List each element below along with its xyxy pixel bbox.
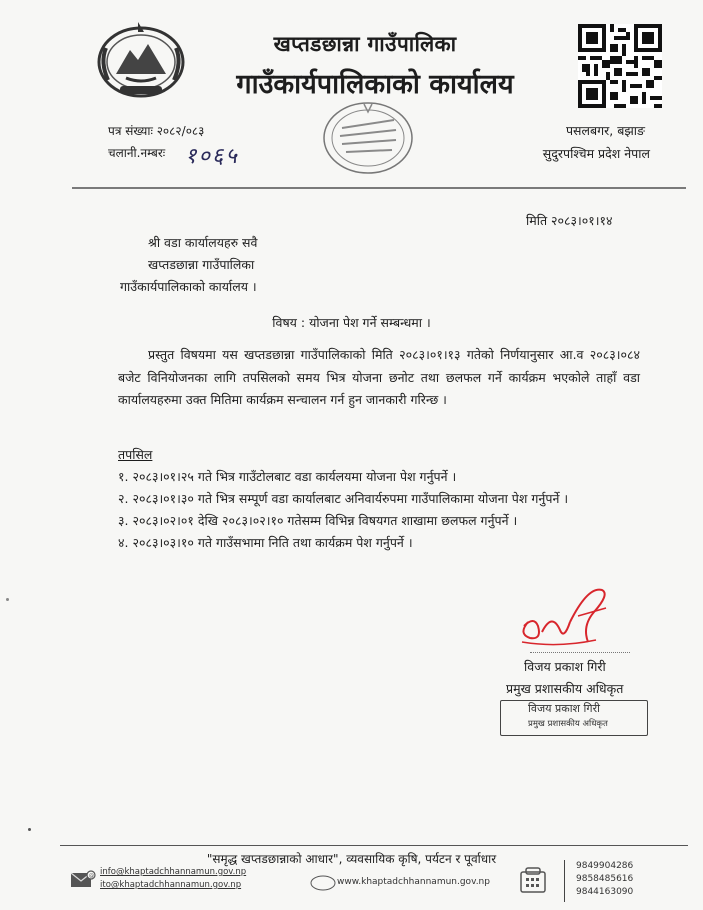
footer-slogan: "समृद्ध खप्तडछान्नाको आधार", व्यवसायिक कृषि, पर्यटन र पूर्वाधार (206, 852, 497, 866)
list-item: ४. २०८३।०३।१० गते गाउँसभामा निति तथा कार्यक्रम पेश गर्नुपर्ने । (118, 535, 413, 550)
stamp-title: प्रमुख प्रशासकीय अधिकृत (528, 719, 608, 729)
scan-mark (28, 828, 31, 831)
telephone-icon (518, 866, 548, 896)
phone-number: 9849904286 (576, 861, 634, 871)
list-item: २. २०८३।०१।३० गते भित्र सम्पूर्ण वडा कार्यालबाट अनिवार्यरुपमा गाउँपालिकामा योजना पेश गर्नुपर्ने । (118, 491, 569, 506)
recipient-line-3: गाउँकार्यपालिकाको कार्यालय । (120, 279, 257, 294)
footer-divider (60, 845, 688, 846)
scan-mark (6, 598, 9, 601)
letter-subject: विषय : योजना पेश गर्ने सम्बन्धमा । (272, 315, 431, 330)
email-icon (70, 870, 96, 888)
signatory-title: प्रमुख प्रशासकीय अधिकृत (506, 681, 624, 696)
handwritten-signature-icon (508, 582, 618, 652)
chalani-number-handwritten: १०६५ (185, 144, 239, 169)
nepal-emblem-icon (94, 18, 188, 100)
website-link[interactable]: www.khaptadchhannamun.gov.np (337, 877, 490, 887)
footer-emails (100, 866, 246, 892)
signature-line (530, 652, 630, 653)
email-link-info[interactable]: info@khaptadchhannamun.gov.np (100, 867, 247, 877)
email-link-ito[interactable]: ito@khaptadchhannamun.gov.np (100, 880, 242, 890)
office-seal-icon (320, 98, 416, 176)
address-line-2: सुदुरपश्चिम प्रदेश नेपाल (542, 146, 650, 161)
phone-number: 9858485616 (576, 874, 634, 884)
tapasil-list (118, 466, 648, 554)
letter-body: प्रस्तुत विषयमा यस खप्तडछान्ना गाउँपालिकाको मिति २०८३।०१।१३ गतेको निर्णयानुसार आ.व २०८३।०८४ बजेट विनियोजनका लागि तपसिलको समय भित्र योजना छनोट तथा छलफल गर्ने कार्यक्रम भएकोले ताहाँ वडा कार्यालयहरुमा उक्त मितिमा कार्यक्रम सन्चालन गर्न हुन जानकारी गरिन्छ । (118, 347, 640, 407)
list-item: १. २०८३।०१।२५ गते भित्र गाउँटोलबाट वडा कार्यलयमा योजना पेश गर्नुपर्ने । (118, 469, 457, 484)
signatory-name: विजय प्रकाश गिरी (524, 659, 606, 674)
chalani-label: चलानी.नम्बरः (108, 146, 166, 160)
phone-bracket (564, 860, 571, 902)
office-name: गाउँकार्यपालिकाको कार्यालय (236, 69, 514, 100)
qr-code-icon (578, 24, 662, 108)
phone-number: 9844163090 (576, 887, 634, 897)
svg-text:@: @ (89, 873, 94, 879)
list-item: ३. २०८३।०२।०१ देखि २०८३।०२।१० गतेसम्म विभिन्न विषयगत शाखामा छलफल गर्नुपर्ने । (118, 513, 518, 528)
address-line-1: पसलबगर, बझाङ (565, 123, 645, 138)
municipality-name: खप्तडछान्ना गाउँपालिका (273, 32, 457, 56)
recipient-line-1: श्री वडा कार्यालयहरु सवै (148, 235, 258, 250)
recipient-line-2: खप्तडछान्ना गाउँपालिका (148, 257, 255, 272)
letter-date: मिति २०८३।०१।१४ (526, 213, 613, 228)
stamp-name: विजय प्रकाश गिरी (528, 702, 600, 715)
reference-number: पत्र संख्याः २०८२/०८३ (108, 124, 205, 138)
header-divider (72, 187, 686, 189)
phone-numbers (576, 860, 633, 899)
tapasil-heading: तपसिल (118, 447, 153, 462)
website-icon (310, 875, 336, 891)
